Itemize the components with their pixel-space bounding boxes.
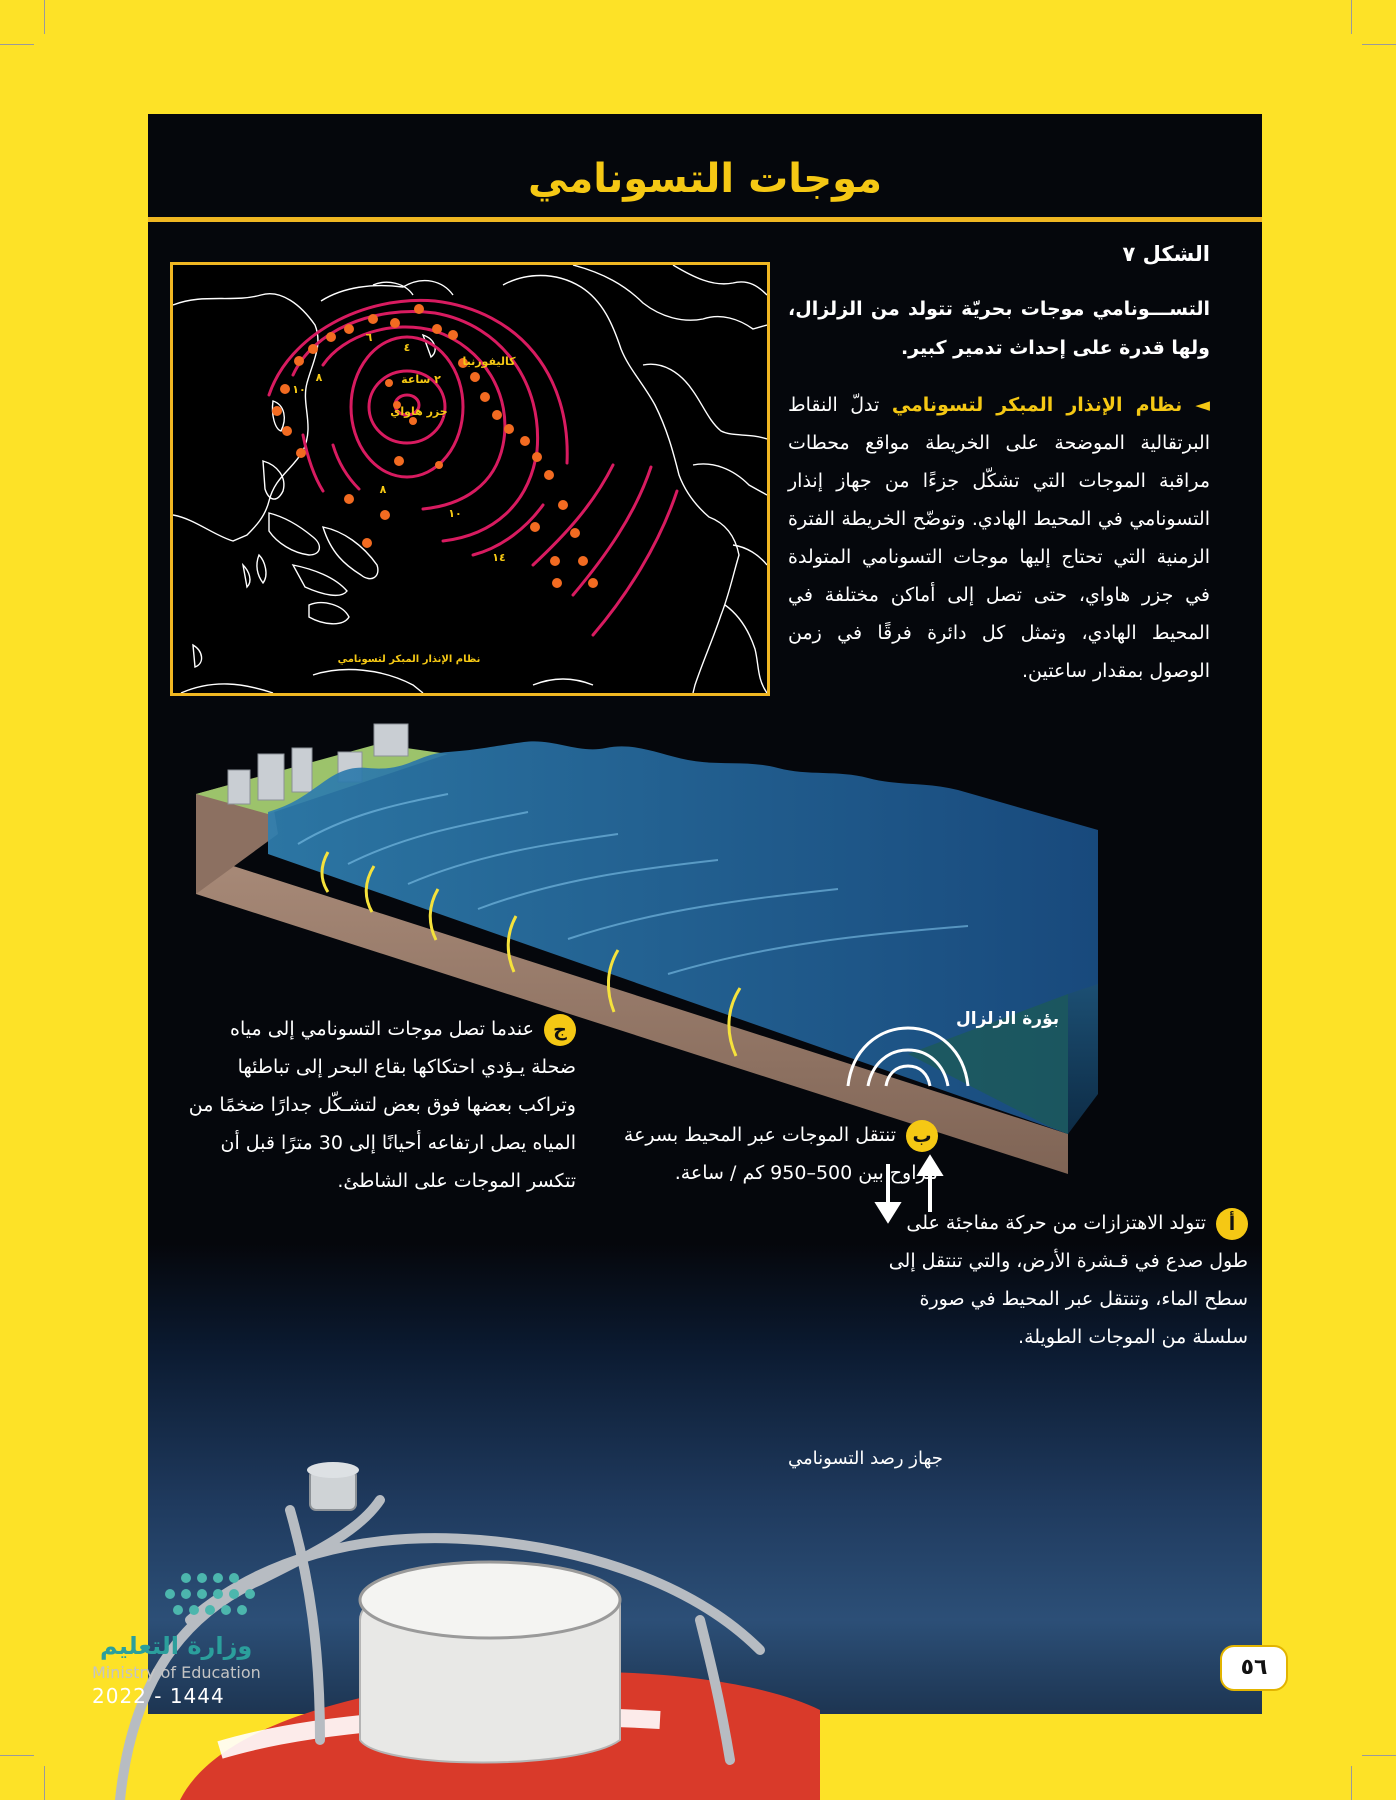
crop-mark: [1362, 1755, 1396, 1756]
buoy-caption: جهاز رصد التسونامي: [788, 1448, 943, 1469]
buoy-sensor-top: [307, 1462, 359, 1478]
crop-mark: [1351, 0, 1352, 34]
crop-mark: [0, 1755, 34, 1756]
step-c-text: عندما تصل موجات التسونامي إلى مياه ضحلة يـؤدي احتكاكها بقاع البحر إلى تباطئها وتراكب بعضها فوق بعض لتشـكّل جدارًا ضخمًا من المياه يصل ارتفاعه أحيانًا إلى 30 مترًا قبل أن تتكسر الموجات على الشاطئ.: [188, 1018, 576, 1192]
travel-time-rings: [269, 300, 677, 635]
earthquake-focus-label: بؤرة الزلزال: [956, 1009, 1060, 1029]
hours-10-bottom-label: ١٠: [448, 507, 462, 520]
land-outlines: [173, 265, 767, 693]
step-c: [186, 1010, 576, 1200]
ministry-name-ar: وزارة التعليم: [100, 1632, 253, 1660]
hours-10-left-label: ١٠: [292, 383, 306, 396]
hours-2-label: ٢ ساعة: [401, 373, 441, 386]
step-c-badge: ج: [544, 1014, 576, 1046]
page-title: موجات التسونامي: [528, 156, 882, 202]
hours-14-label: ١٤: [492, 551, 506, 564]
hawaii-label: جزر هاواي: [390, 405, 448, 418]
warning-paragraph: [788, 386, 1210, 690]
warning-title: ◄ نظام الإنذار المبكر لتسونامي: [891, 394, 1210, 416]
crop-mark: [44, 0, 45, 34]
title-underline: [148, 217, 1262, 222]
step-a-badge: أ: [1216, 1208, 1248, 1240]
step-a-text: تتولد الاهتزازات من حركة مفاجئة على طول صدع في قـشرة الأرض، والتي تنتقل إلى سطح الماء، وتنتقل عبر المحيط في صورة سلسلة من الموجات الطويلة.: [888, 1212, 1248, 1348]
ministry-name-en: Ministry of Education: [92, 1663, 261, 1682]
ocean-side: [1068, 984, 1098, 1134]
hours-8-bottom-label: ٨: [379, 483, 387, 496]
crop-mark: [1351, 1766, 1352, 1800]
map-labels: [292, 331, 516, 665]
buoy-lid: [360, 1562, 620, 1638]
california-label: كاليفورنيا: [462, 355, 516, 368]
crop-mark: [0, 44, 34, 45]
ministry-year: 2022 - 1444: [92, 1684, 225, 1708]
crop-mark: [44, 1766, 45, 1800]
step-a: [864, 1204, 1248, 1356]
warning-system-label: نظام الإنذار المبكر لتسونامي: [337, 654, 481, 665]
step-b-badge: ب: [906, 1120, 938, 1152]
hours-6-label: ٦: [365, 331, 373, 344]
hours-8-left-label: ٨: [315, 371, 323, 384]
step-b-text: تنتقل الموجات عبر المحيط بسرعة تتراوح بين 500–950 كم / ساعة.: [623, 1124, 938, 1184]
figure-intro: التســـونامي موجات بحريّة تتولد من الزلزال، ولها قدرة على إحداث تدمير كبير.: [788, 298, 1210, 359]
page-number: ٥٦: [1220, 1645, 1288, 1691]
step-b: [578, 1116, 938, 1192]
map-canvas: [173, 265, 767, 693]
warning-body: تدلّ النقاط البرتقالية الموضحة على الخريطة مواقع محطات مراقبة الموجات التي تشكّل جزءًا من جهاز إنذار التسونامي في المحيط الهادي. وتوضّح الخريطة الفترة الزمنية التي تحتاج إليها موجات التسونامي المتولدة في جزر هاواي، حتى تصل إلى أماكن مختلفة في المحيط الهادي، وتمثل كل دائرة فرقًا في زمن الوصول بمقدار ساعتين.: [788, 394, 1210, 682]
crop-mark: [1362, 44, 1396, 45]
hours-4-label: ٤: [403, 341, 411, 354]
pacific-tsunami-map: [170, 262, 770, 696]
figure-label: الشكل ٧: [1122, 242, 1210, 266]
